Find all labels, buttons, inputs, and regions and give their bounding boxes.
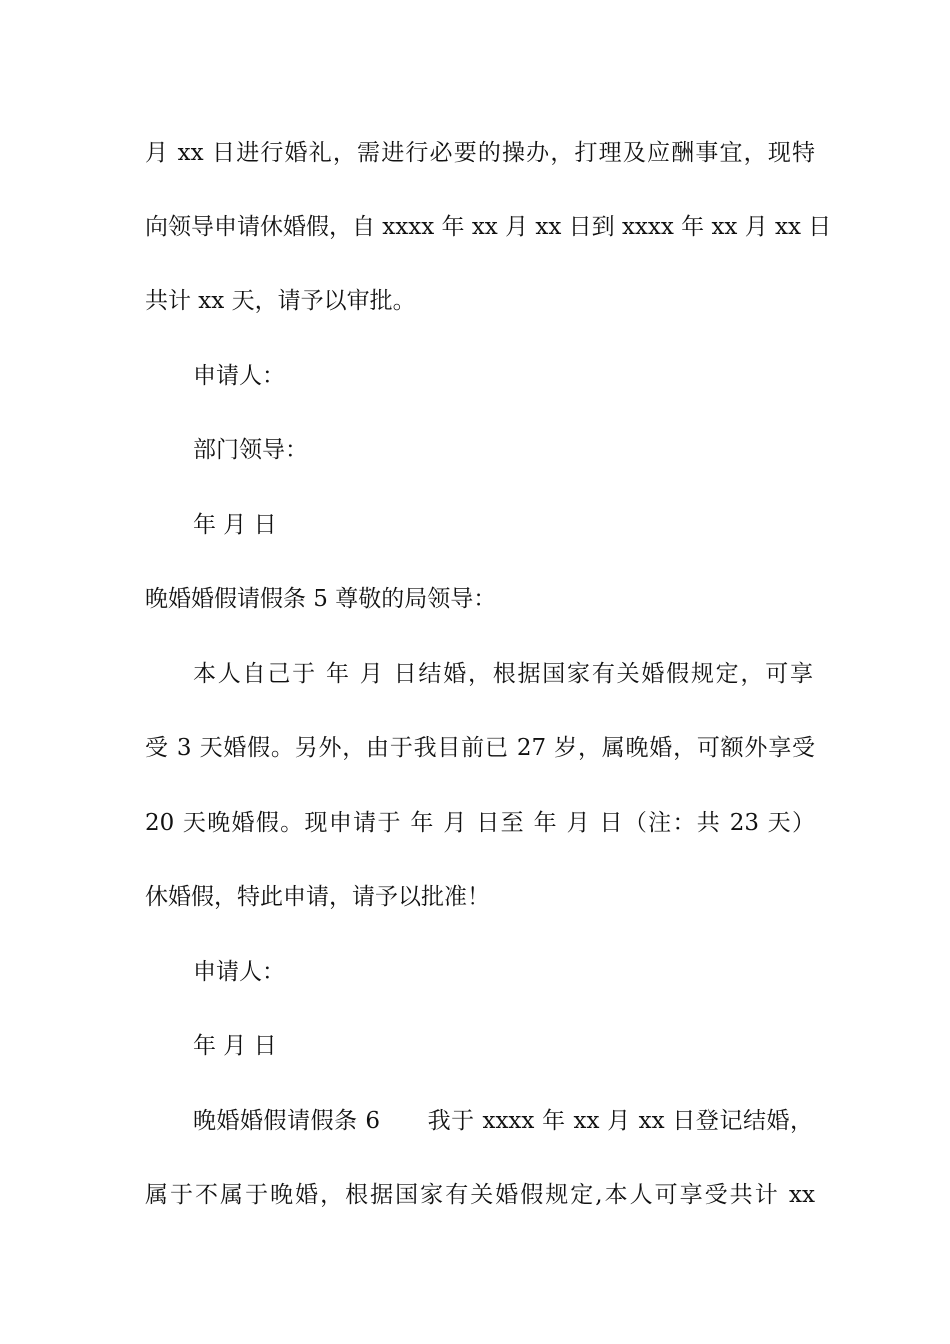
- text-line-15: 属于不属于晚婚，根据国家有关婚假规定,本人可享受共计 xx: [145, 1182, 815, 1208]
- date-placeholder: 年 月 日: [193, 512, 277, 538]
- text-line-1: 月 xx 日进行婚礼，需进行必要的操办，打理及应酬事宜，现特: [145, 140, 815, 166]
- text-line-10: 20 天晚婚假。现申请于 年 月 日至 年 月 日（注：共 23 天）: [145, 810, 815, 836]
- department-leader-label: 部门领导：: [193, 437, 308, 463]
- section-heading-5: 晚婚婚假请假条 5 尊敬的局领导：: [145, 586, 497, 612]
- applicant-label-2: 申请人：: [193, 959, 285, 985]
- date-placeholder-2: 年 月 日: [193, 1033, 277, 1059]
- text-line-11: 休婚假，特此申请，请予以批准！: [145, 884, 490, 910]
- section-heading-6: 晚婚婚假请假条 6 我于 xxxx 年 xx 月 xx 日登记结婚，: [193, 1108, 813, 1134]
- text-line-9: 受 3 天婚假。另外，由于我目前已 27 岁，属晚婚，可额外享受: [145, 735, 815, 761]
- text-line-8: 本人自己于 年 月 日结婚，根据国家有关婚假规定，可享: [193, 661, 813, 687]
- applicant-label: 申请人：: [193, 363, 285, 389]
- text-line-3: 共计 xx 天，请予以审批。: [145, 288, 416, 314]
- text-line-2: 向领导申请休婚假，自 xxxx 年 xx 月 xx 日到 xxxx 年 xx 月 xx 日: [145, 214, 832, 240]
